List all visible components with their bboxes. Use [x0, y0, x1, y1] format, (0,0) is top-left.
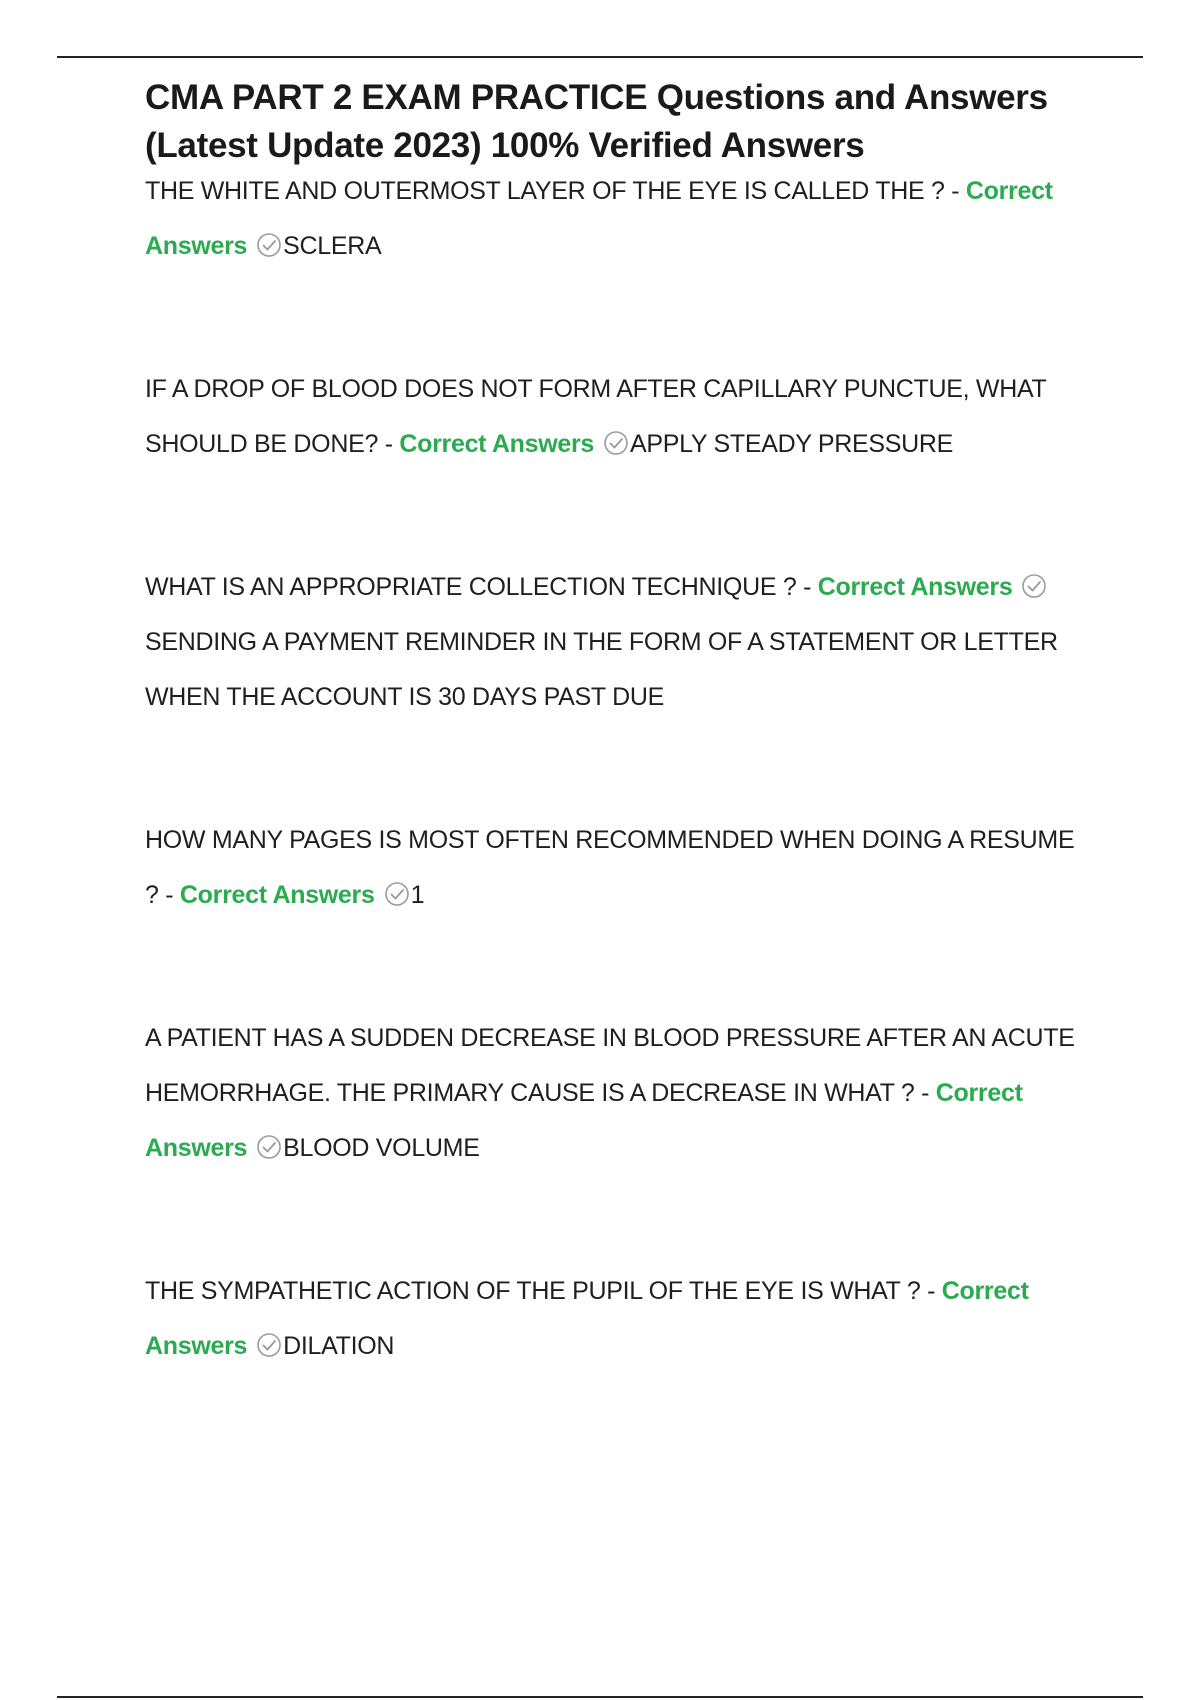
answer-text: 1: [410, 881, 425, 909]
document-title: CMA PART 2 EXAM PRACTICE Questions and Answers (Latest Update 2023) 100% Verified Answers: [145, 78, 1048, 165]
qa-item: [145, 1011, 1085, 1176]
qa-item: [145, 362, 1085, 472]
verified-check-icon: [256, 232, 282, 258]
verified-check-icon: [256, 1332, 282, 1358]
verified-check-icon: [256, 1134, 282, 1160]
answer-text: SCLERA: [283, 232, 382, 260]
answer-text: DILATION: [283, 1332, 395, 1360]
verified-check-icon: [1021, 573, 1047, 599]
answer-text: SENDING A PAYMENT REMINDER IN THE FORM OF A STATEMENT OR LETTER WHEN THE ACCOUNT IS 30 DAYS PAST DUE: [145, 628, 1058, 711]
question-text: IF A DROP OF BLOOD DOES NOT FORM AFTER CAPILLARY PUNCTUE, WHAT SHOULD BE DONE? -: [145, 375, 1047, 458]
correct-answers-label: Correct Answers: [817, 573, 1013, 601]
correct-answers-label: Correct Answers: [145, 1079, 1023, 1162]
document-body: [145, 74, 1085, 1374]
qa-item: [145, 560, 1085, 725]
correct-answers-label: Correct Answers: [179, 881, 375, 909]
question-text: WHAT IS AN APPROPRIATE COLLECTION TECHNIQUE ? -: [145, 573, 818, 601]
top-divider: [57, 56, 1143, 58]
question-answer-list: [145, 164, 1085, 1374]
question-text: HOW MANY PAGES IS MOST OFTEN RECOMMENDED WHEN DOING A RESUME ? -: [145, 826, 1075, 909]
qa-item: [145, 164, 1085, 274]
correct-answers-label: Correct Answers: [399, 430, 595, 458]
verified-check-icon: [384, 881, 410, 907]
answer-text: APPLY STEADY PRESSURE: [630, 430, 954, 458]
qa-item: [145, 813, 1085, 923]
correct-answers-label: Correct Answers: [145, 177, 1053, 260]
question-text: THE SYMPATHETIC ACTION OF THE PUPIL OF THE EYE IS WHAT ? -: [145, 1277, 942, 1305]
question-text: THE WHITE AND OUTERMOST LAYER OF THE EYE IS CALLED THE ? -: [145, 177, 966, 205]
qa-item: [145, 1264, 1085, 1374]
verified-check-icon: [603, 430, 629, 456]
answer-text: BLOOD VOLUME: [283, 1134, 480, 1162]
question-text: A PATIENT HAS A SUDDEN DECREASE IN BLOOD PRESSURE AFTER AN ACUTE HEMORRHAGE. THE PRIMARY CAUSE IS A DECREASE IN WHAT ? -: [145, 1024, 1075, 1107]
correct-answers-label: Correct Answers: [145, 1277, 1029, 1360]
bottom-divider: [57, 1696, 1143, 1698]
